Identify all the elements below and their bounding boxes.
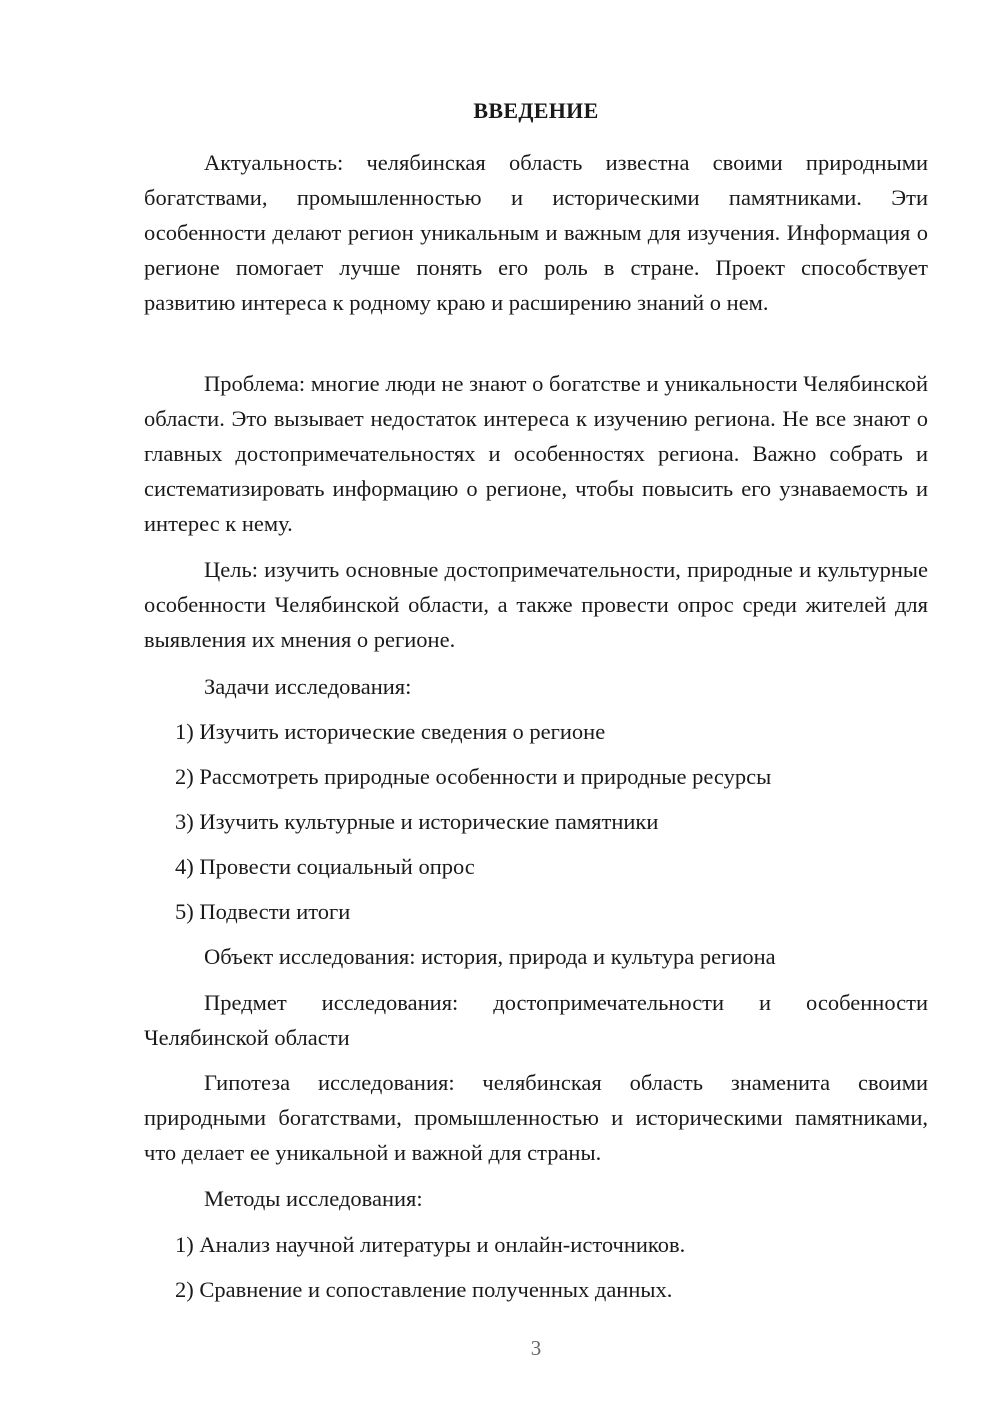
page-number: 3: [530, 1336, 542, 1360]
object-paragraph: Объект исследования: история, природа и культура региона: [204, 944, 776, 969]
hypothesis-paragraph: Гипотеза исследования: челябинская область знаменита своими природными богатствами, промышленностью и историческими памятниками, что делает ее уникальной и важной для страны.: [144, 1070, 928, 1165]
method-item-2: 2) Сравнение и сопоставление полученных данных.: [175, 1277, 673, 1302]
task-item-4: 4) Провести социальный опрос: [175, 854, 475, 879]
goal-paragraph: Цель: изучить основные достопримечательности, природные и культурные особенности Челябинской области, а также провести опрос среди жителей для выявления их мнения о регионе.: [144, 557, 928, 652]
methods-title: Методы исследования:: [204, 1186, 423, 1211]
section-heading: ВВЕДЕНИЕ: [473, 98, 599, 123]
tasks-title: Задачи исследования:: [204, 674, 412, 699]
subject-paragraph: Предмет исследования: достопримечательности и особенности Челябинской области: [144, 990, 928, 1050]
problem-paragraph: Проблема: многие люди не знают о богатстве и уникальности Челябинской области. Это вызывает недостаток интереса к изучению региона. Не все знают о главных достопримечательностях и особенностях региона. Важно собрать и систематизировать информацию о регионе, чтобы повысить его узнаваемость и интерес к нему.: [144, 371, 928, 536]
task-item-2: 2) Рассмотреть природные особенности и природные ресурсы: [175, 764, 772, 789]
task-item-1: 1) Изучить исторические сведения о регионе: [175, 719, 606, 744]
task-item-3: 3) Изучить культурные и исторические памятники: [175, 809, 659, 834]
method-item-1: 1) Анализ научной литературы и онлайн-источников.: [175, 1232, 686, 1257]
task-item-5: 5) Подвести итоги: [175, 899, 351, 924]
relevance-paragraph: Актуальность: челябинская область известна своими природными богатствами, промышленностью и историческими памятниками. Эти особенности делают регион уникальным и важным для изучения. Информация о регионе помогает лучше понять его роль в стране. Проект способствует развитию интереса к родному краю и расширению знаний о нем.: [144, 150, 928, 315]
